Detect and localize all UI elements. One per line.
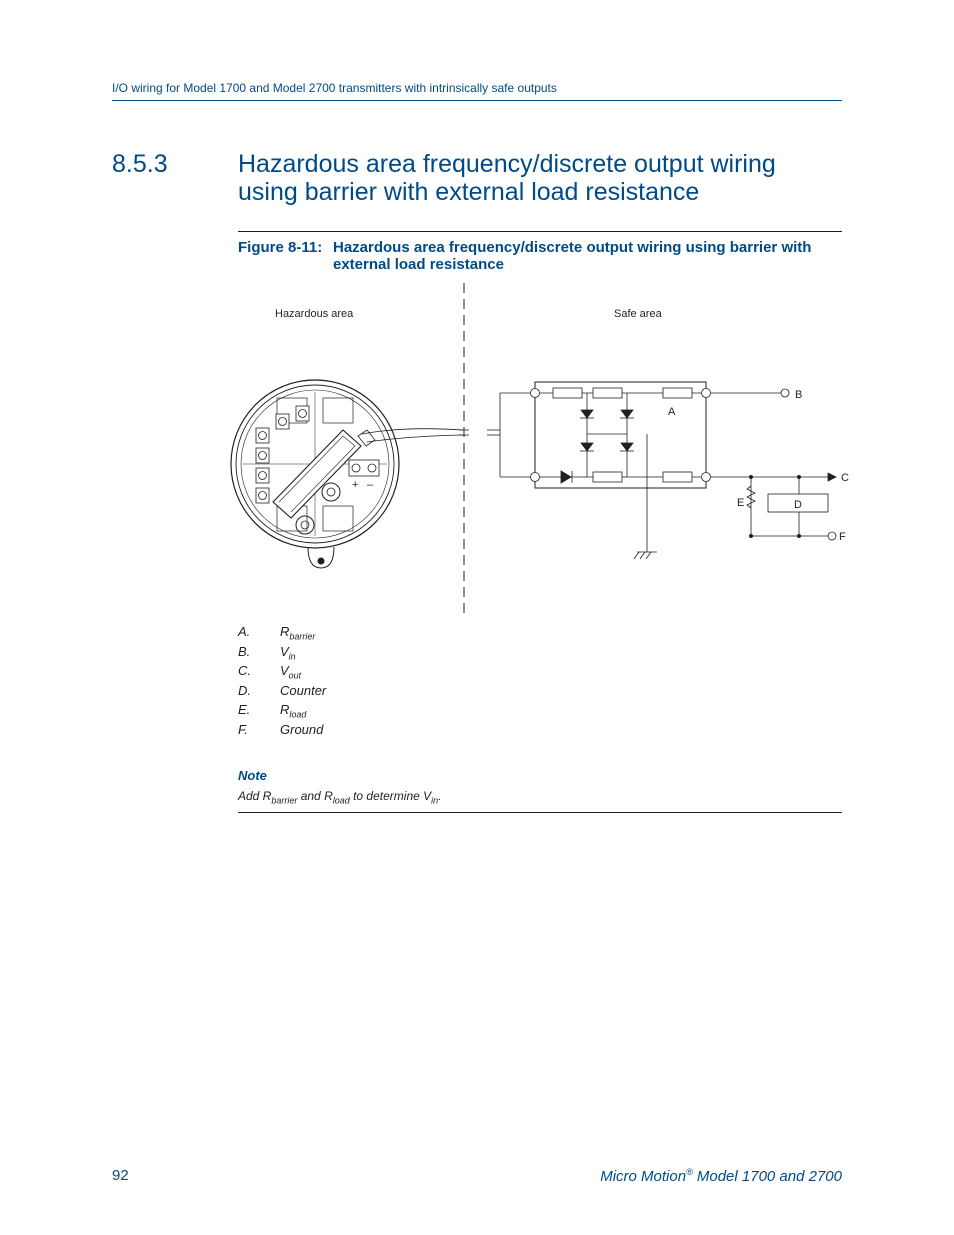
field-wiring xyxy=(459,393,531,477)
legend-subscript: barrier xyxy=(289,631,316,642)
note-subscript: load xyxy=(332,795,350,806)
title-rule xyxy=(238,231,842,232)
legend-row-a xyxy=(238,622,842,642)
running-header: I/O wiring for Model 1700 and Model 2700 transmitters with intrinsically safe outputs xyxy=(112,81,557,95)
legend-subscript: load xyxy=(289,709,307,720)
legend-row-e xyxy=(238,700,842,720)
legend-term: V xyxy=(280,663,289,679)
legend-key: E. xyxy=(238,702,251,718)
note-heading: Note xyxy=(238,768,267,783)
section-number: 8.5.3 xyxy=(112,150,168,178)
footer-title xyxy=(600,1167,842,1185)
legend-term: Ground xyxy=(280,721,324,737)
note-rule xyxy=(238,812,842,813)
callout-c: C xyxy=(841,472,849,484)
note-subscript: barrier xyxy=(271,795,298,806)
legend-term: R xyxy=(280,624,290,639)
header-rule xyxy=(112,100,842,101)
figure-number: Figure 8-11: xyxy=(238,239,323,256)
note-text: Add R xyxy=(238,789,272,803)
legend-key: A. xyxy=(238,624,251,639)
terminal-plus-label: + xyxy=(352,479,359,491)
legend-term: Counter xyxy=(280,682,327,698)
callout-a: A xyxy=(668,406,676,418)
wiring-diagram xyxy=(225,280,855,620)
callout-f: F xyxy=(839,531,846,543)
callout-e: E xyxy=(737,497,745,509)
section-title: Hazardous area frequency/discrete output wiring using barrier with external load resistance xyxy=(238,150,776,206)
legend-row-c xyxy=(238,661,842,681)
legend-subscript: out xyxy=(288,670,302,681)
legend-key: D. xyxy=(238,682,251,698)
hazardous-area-label: Hazardous area xyxy=(275,308,354,320)
legend-row-d xyxy=(238,681,842,701)
note-subscript: in xyxy=(431,795,439,806)
figure-caption-text: Hazardous area frequency/discrete output wiring using barrier with external load resistance xyxy=(333,239,812,273)
legend-row-f xyxy=(238,720,842,740)
legend-term: V xyxy=(280,643,289,659)
legend-key: B. xyxy=(238,643,251,659)
legend-key: C. xyxy=(238,663,251,679)
footer-model: Model 1700 and 2700 xyxy=(692,1168,842,1185)
legend-term: R xyxy=(280,702,290,718)
note-text: . xyxy=(438,789,442,803)
callout-d: D xyxy=(794,499,802,511)
safe-area-label: Safe area xyxy=(614,308,662,320)
note-body xyxy=(238,789,441,805)
legend-key: F. xyxy=(238,721,248,737)
note-text: to determine V xyxy=(349,789,432,803)
legend-subscript: in xyxy=(288,651,296,662)
transmitter-terminal-compartment xyxy=(231,380,463,568)
terminal-minus-label: – xyxy=(367,479,374,491)
note-text: and R xyxy=(297,789,333,803)
barrier xyxy=(531,382,711,552)
footer-product: Micro Motion xyxy=(600,1168,687,1185)
callout-b: B xyxy=(795,389,803,401)
legend-row-b xyxy=(238,642,842,662)
page-number: 92 xyxy=(112,1167,129,1184)
registered-mark: ® xyxy=(686,1167,693,1177)
figure-legend xyxy=(238,622,842,740)
